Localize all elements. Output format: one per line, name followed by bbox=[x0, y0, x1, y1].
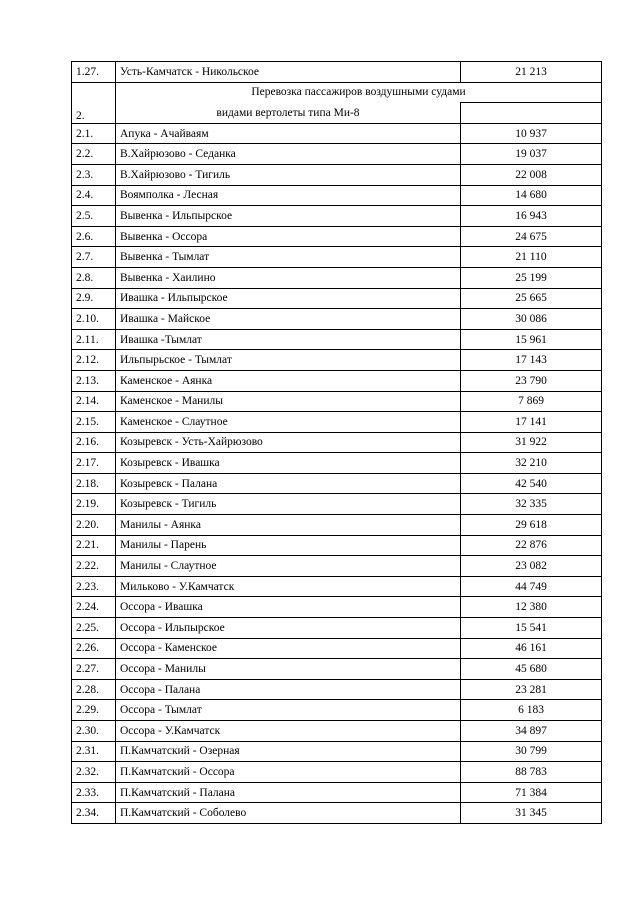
row-number: 2.4. bbox=[72, 185, 116, 206]
route-name: Оссора - У.Камчатск bbox=[116, 721, 461, 742]
row-number: 2.18. bbox=[72, 473, 116, 494]
table-row bbox=[72, 515, 602, 536]
route-name: Ивашка - Ильпырское bbox=[116, 288, 461, 309]
section-title-line1: Перевозка пассажиров воздушными судами bbox=[116, 82, 602, 103]
route-name: Козыревск - Тигиль bbox=[116, 494, 461, 515]
row-number: 2.8. bbox=[72, 267, 116, 288]
section-number: 2. bbox=[72, 82, 116, 123]
route-name: Вывенка - Тымлат bbox=[116, 247, 461, 268]
table-row bbox=[72, 679, 602, 700]
table-row bbox=[72, 370, 602, 391]
row-number: 2.28. bbox=[72, 679, 116, 700]
row-number: 2.20. bbox=[72, 515, 116, 536]
table-row bbox=[72, 741, 602, 762]
route-value: 23 281 bbox=[461, 679, 602, 700]
row-number: 2.3. bbox=[72, 164, 116, 185]
table-row bbox=[72, 62, 602, 83]
table-row bbox=[72, 618, 602, 639]
table-row bbox=[72, 309, 602, 330]
row-number: 2.26. bbox=[72, 638, 116, 659]
route-value: 25 665 bbox=[461, 288, 602, 309]
row-number: 2.5. bbox=[72, 206, 116, 227]
route-name: Мильково - У.Камчатск bbox=[116, 576, 461, 597]
route-value: 45 680 bbox=[461, 659, 602, 680]
route-value: 7 869 bbox=[461, 391, 602, 412]
table-row bbox=[72, 164, 602, 185]
table-row bbox=[72, 329, 602, 350]
row-number: 2.31. bbox=[72, 741, 116, 762]
table-row bbox=[72, 206, 602, 227]
route-name: Вывенка - Ильпырское bbox=[116, 206, 461, 227]
route-name: Оссора - Тымлат bbox=[116, 700, 461, 721]
row-number: 2.1. bbox=[72, 123, 116, 144]
route-value: 31 345 bbox=[461, 803, 602, 824]
row-number: 2.7. bbox=[72, 247, 116, 268]
route-name: Апука - Ачайваям bbox=[116, 123, 461, 144]
route-name: Манилы - Аянка bbox=[116, 515, 461, 536]
route-name: Воямполка - Лесная bbox=[116, 185, 461, 206]
table-row bbox=[72, 123, 602, 144]
route-name: Вывенка - Хаилино bbox=[116, 267, 461, 288]
row-number: 2.30. bbox=[72, 721, 116, 742]
route-value: 12 380 bbox=[461, 597, 602, 618]
table-row bbox=[72, 247, 602, 268]
route-name: Каменское - Манилы bbox=[116, 391, 461, 412]
route-value: 44 749 bbox=[461, 576, 602, 597]
route-value: 23 790 bbox=[461, 370, 602, 391]
route-value: 32 210 bbox=[461, 453, 602, 474]
route-name: В.Хайрюзово - Седанка bbox=[116, 144, 461, 165]
table-row bbox=[72, 453, 602, 474]
route-value: 14 680 bbox=[461, 185, 602, 206]
route-value: 34 897 bbox=[461, 721, 602, 742]
route-name: П.Камчатский - Соболево bbox=[116, 803, 461, 824]
row-number: 2.9. bbox=[72, 288, 116, 309]
route-name: Каменское - Слаутное bbox=[116, 412, 461, 433]
table-row bbox=[72, 144, 602, 165]
route-value: 10 937 bbox=[461, 123, 602, 144]
route-value: 6 183 bbox=[461, 700, 602, 721]
table-row bbox=[72, 267, 602, 288]
table-row bbox=[72, 638, 602, 659]
route-value: 17 141 bbox=[461, 412, 602, 433]
route-name: Манилы - Парень bbox=[116, 535, 461, 556]
row-number: 2.27. bbox=[72, 659, 116, 680]
section-title-line2: видами вертолеты типа Ми-8 bbox=[116, 103, 461, 124]
route-name: Оссора - Манилы bbox=[116, 659, 461, 680]
route-value: 24 675 bbox=[461, 226, 602, 247]
route-name: Оссора - Ивашка bbox=[116, 597, 461, 618]
row-number: 2.24. bbox=[72, 597, 116, 618]
row-number: 2.11. bbox=[72, 329, 116, 350]
route-value: 16 943 bbox=[461, 206, 602, 227]
row-number: 1.27. bbox=[72, 62, 116, 83]
row-number: 2.23. bbox=[72, 576, 116, 597]
route-name: Ивашка - Майское bbox=[116, 309, 461, 330]
table-row bbox=[72, 391, 602, 412]
row-number: 2.17. bbox=[72, 453, 116, 474]
route-value: 25 199 bbox=[461, 267, 602, 288]
row-number: 2.12. bbox=[72, 350, 116, 371]
route-value: 15 961 bbox=[461, 329, 602, 350]
route-name: Козыревск - Усть-Хайрюзово bbox=[116, 432, 461, 453]
route-name: Козыревск - Палана bbox=[116, 473, 461, 494]
route-name: П.Камчатский - Оссора bbox=[116, 762, 461, 783]
table-row bbox=[72, 226, 602, 247]
table-row bbox=[72, 494, 602, 515]
section-header-row bbox=[72, 103, 602, 124]
table-row bbox=[72, 576, 602, 597]
route-value: 22 876 bbox=[461, 535, 602, 556]
row-number: 2.34. bbox=[72, 803, 116, 824]
tariff-table-body bbox=[72, 62, 602, 824]
route-value: 22 008 bbox=[461, 164, 602, 185]
section-title-blank bbox=[461, 103, 602, 124]
table-row bbox=[72, 432, 602, 453]
row-number: 2.6. bbox=[72, 226, 116, 247]
route-name: Оссора - Ильпырское bbox=[116, 618, 461, 639]
route-name: В.Хайрюзово - Тигиль bbox=[116, 164, 461, 185]
route-name: Козыревск - Ивашка bbox=[116, 453, 461, 474]
row-number: 2.2. bbox=[72, 144, 116, 165]
route-value: 42 540 bbox=[461, 473, 602, 494]
row-number: 2.13. bbox=[72, 370, 116, 391]
route-value: 29 618 bbox=[461, 515, 602, 536]
route-value: 31 922 bbox=[461, 432, 602, 453]
route-name: Оссора - Палана bbox=[116, 679, 461, 700]
table-row bbox=[72, 659, 602, 680]
route-value: 23 082 bbox=[461, 556, 602, 577]
route-value: 15 541 bbox=[461, 618, 602, 639]
route-name: Ильпырьское - Тымлат bbox=[116, 350, 461, 371]
row-number: 2.19. bbox=[72, 494, 116, 515]
route-value: 30 799 bbox=[461, 741, 602, 762]
table-row bbox=[72, 721, 602, 742]
route-value: 32 335 bbox=[461, 494, 602, 515]
table-row bbox=[72, 762, 602, 783]
row-number: 2.21. bbox=[72, 535, 116, 556]
route-name: П.Камчатский - Озерная bbox=[116, 741, 461, 762]
table-row bbox=[72, 803, 602, 824]
row-number: 2.14. bbox=[72, 391, 116, 412]
row-number: 2.16. bbox=[72, 432, 116, 453]
row-number: 2.10. bbox=[72, 309, 116, 330]
route-value: 88 783 bbox=[461, 762, 602, 783]
table-row bbox=[72, 782, 602, 803]
route-value: 19 037 bbox=[461, 144, 602, 165]
section-header-row bbox=[72, 82, 602, 103]
route-name: П.Камчатский - Палана bbox=[116, 782, 461, 803]
route-value: 46 161 bbox=[461, 638, 602, 659]
table-row bbox=[72, 700, 602, 721]
row-number: 2.25. bbox=[72, 618, 116, 639]
route-value: 17 143 bbox=[461, 350, 602, 371]
table-row bbox=[72, 597, 602, 618]
table-row bbox=[72, 288, 602, 309]
row-number: 2.15. bbox=[72, 412, 116, 433]
row-number: 2.32. bbox=[72, 762, 116, 783]
route-name: Манилы - Слаутное bbox=[116, 556, 461, 577]
row-number: 2.29. bbox=[72, 700, 116, 721]
route-name: Каменское - Аянка bbox=[116, 370, 461, 391]
route-value: 71 384 bbox=[461, 782, 602, 803]
route-name: Усть-Камчатск - Никольское bbox=[116, 62, 461, 83]
table-row bbox=[72, 535, 602, 556]
route-value: 21 213 bbox=[461, 62, 602, 83]
table-row bbox=[72, 473, 602, 494]
route-value: 21 110 bbox=[461, 247, 602, 268]
table-row bbox=[72, 412, 602, 433]
route-name: Оссора - Каменское bbox=[116, 638, 461, 659]
table-row bbox=[72, 350, 602, 371]
tariff-table bbox=[71, 61, 602, 824]
route-name: Вывенка - Оссора bbox=[116, 226, 461, 247]
table-row bbox=[72, 556, 602, 577]
table-row bbox=[72, 185, 602, 206]
row-number: 2.22. bbox=[72, 556, 116, 577]
row-number: 2.33. bbox=[72, 782, 116, 803]
route-value: 30 086 bbox=[461, 309, 602, 330]
route-name: Ивашка -Тымлат bbox=[116, 329, 461, 350]
